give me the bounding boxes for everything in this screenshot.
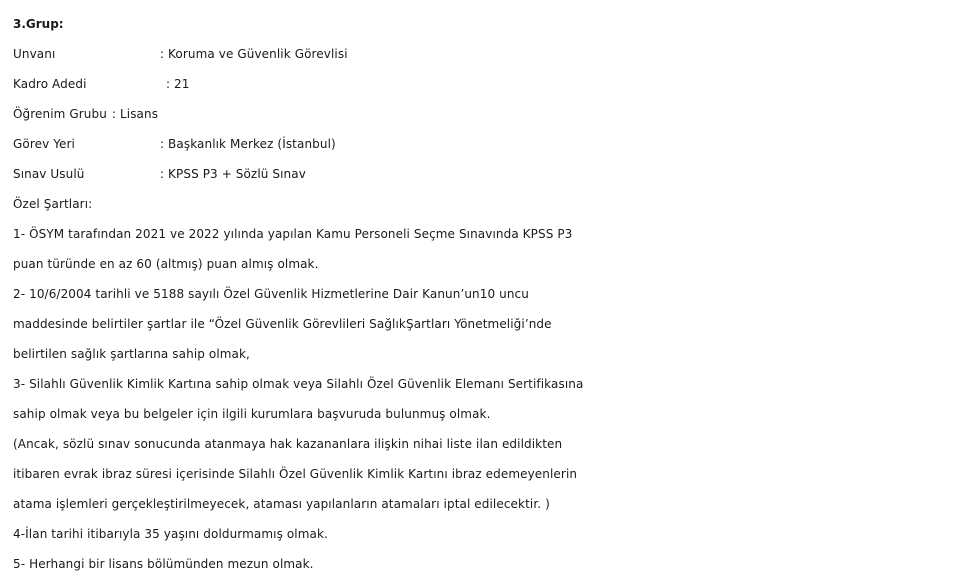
field-kadro-label: Kadro Adedi <box>13 77 87 91</box>
body-line: 1- ÖSYM tarafından 2021 ve 2022 yılında yapılan Kamu Personeli Seçme Sınavında KPSS P3 <box>13 227 573 241</box>
body-line: atama işlemleri gerçekleştirilmeyecek, ataması yapılanların atamaları iptal edilecektir. ) <box>13 497 550 511</box>
field-kadro-value: : 21 <box>166 77 190 91</box>
body-line: (Ancak, sözlü sınav sonucunda atanmaya hak kazananlara ilişkin nihai liste ilan edildikten <box>13 437 563 451</box>
field-ogrenim <box>13 99 977 129</box>
field-sinav-usulu <box>13 159 977 189</box>
body-line: maddesinde belirtiler şartlar ile “Özel Güvenlik Görevlileri SağlıkŞartları Yönetmeliği’nde <box>13 317 552 331</box>
body-line: puan türünde en az 60 (altmış) puan almış olmak. <box>13 257 319 271</box>
body-line: 2- 10/6/2004 tarihli ve 5188 sayılı Özel Güvenlik Hizmetlerine Dair Kanun’un10 uncu <box>13 287 529 301</box>
field-kadro <box>13 69 977 99</box>
field-gorev-yeri-value: : Başkanlık Merkez (İstanbul) <box>160 137 336 151</box>
field-ogrenim-label: Öğrenim Grubu <box>13 107 107 121</box>
field-sinav-usulu-label: Sınav Usulü <box>13 167 85 181</box>
body-line: 3- Silahlı Güvenlik Kimlik Kartına sahip olmak veya Silahlı Özel Güvenlik Elemanı Sertifikasına <box>13 377 584 391</box>
field-sinav-usulu-value: : KPSS P3 + Sözlü Sınav <box>160 167 306 181</box>
field-ogrenim-value: : Lisans <box>111 107 159 121</box>
field-gorev-yeri <box>13 129 977 159</box>
field-unvani <box>13 39 977 69</box>
field-gorev-yeri-label: Görev Yeri <box>13 137 75 151</box>
body-line: belirtilen sağlık şartlarına sahip olmak, <box>13 347 250 361</box>
body-line: sahip olmak veya bu belgeler için ilgili kurumlara başvuruda bulunmuş olmak. <box>13 407 491 421</box>
field-unvani-value: : Koruma ve Güvenlik Görevlisi <box>160 47 348 61</box>
field-unvani-label: Unvanı <box>13 47 56 61</box>
body-line: 5- Herhangi bir lisans bölümünden mezun olmak. <box>13 557 314 571</box>
body-line: itibaren evrak ibraz süresi içerisinde Silahlı Özel Güvenlik Kimlik Kartını ibraz edemeyenlerin <box>13 467 578 481</box>
ozel-sartlar-title: Özel Şartları: <box>13 197 93 211</box>
group-title: 3.Grup: <box>13 17 64 31</box>
body-line: 4-İlan tarihi itibarıyla 35 yaşını doldurmamış olmak. <box>13 527 328 541</box>
